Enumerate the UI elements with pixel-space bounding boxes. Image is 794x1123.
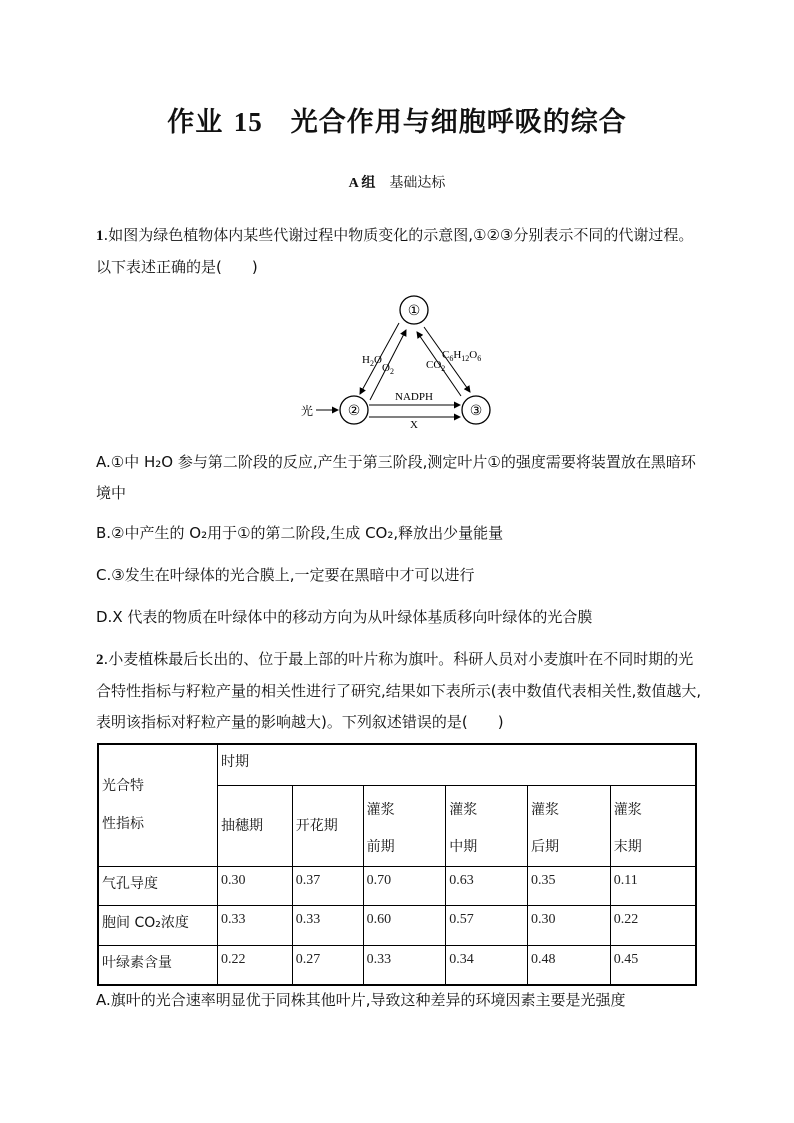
node-2-label: ② bbox=[347, 403, 361, 419]
table-cell: 0.37 bbox=[292, 866, 363, 905]
question-2-text: .小麦植株最后长出的、位于最上部的叶片称为旗叶。科研人员对小麦旗叶在不同时期的光合特性指标与籽粒产量的相关性进行了研究,结果如下表所示(表中数值代表相关性,数值越大,表明该指标对籽粒产量的影响越大)。下列叙述错误的是( ) bbox=[96, 650, 702, 731]
section-name: 基础达标 bbox=[389, 175, 446, 191]
table-cell: 0.48 bbox=[528, 945, 611, 985]
question-1-stem bbox=[96, 220, 706, 283]
row-label: 叶绿素含量 bbox=[98, 945, 218, 985]
label-glucose: $C_6H_{12}O_6$ bbox=[442, 349, 482, 363]
correlation-table bbox=[97, 743, 697, 986]
section-group: A 组 bbox=[348, 176, 376, 191]
row-label: 胞间 CO₂浓度 bbox=[98, 905, 218, 945]
table-cell: 0.34 bbox=[446, 945, 528, 985]
label-nadph: NADPH bbox=[395, 391, 433, 403]
corner-line-1: 光合特 bbox=[102, 778, 144, 795]
stage-header: 灌浆 中期 bbox=[446, 785, 528, 866]
label-co2: $CO_2$ bbox=[426, 359, 446, 373]
page-title bbox=[0, 100, 794, 139]
table-cell: 0.22 bbox=[610, 905, 696, 945]
question-1-option-a: A.①中 H₂O 参与第二阶段的反应,产生于第三阶段,测定叶片①的强度需要将装置放在黑暗环境中 bbox=[96, 453, 696, 502]
section-heading bbox=[0, 172, 794, 192]
question-1-option-b: B.②中产生的 O₂用于①的第二阶段,生成 CO₂,释放出少量能量 bbox=[96, 524, 504, 542]
table-cell: 0.70 bbox=[363, 866, 446, 905]
table-cell: 0.45 bbox=[610, 945, 696, 985]
title-number: 15 bbox=[233, 107, 263, 137]
question-1-option-c: C.③发生在叶绿体的光合膜上,一定要在黑暗中才可以进行 bbox=[96, 566, 475, 584]
table-cell: 0.33 bbox=[363, 945, 446, 985]
table-cell: 0.35 bbox=[528, 866, 611, 905]
node-1-label: ① bbox=[407, 303, 421, 319]
table-corner-header bbox=[98, 744, 218, 866]
table-cell: 0.30 bbox=[528, 905, 611, 945]
metabolism-diagram bbox=[296, 288, 506, 430]
table-cell: 0.63 bbox=[446, 866, 528, 905]
title-topic: 光合作用与细胞呼吸的综合 bbox=[290, 107, 627, 138]
table-cell: 0.22 bbox=[218, 945, 293, 985]
question-1-number: 1 bbox=[96, 228, 104, 244]
table-cell: 0.27 bbox=[292, 945, 363, 985]
label-x: X bbox=[410, 419, 418, 430]
question-1-text: .如图为绿色植物体内某些代谢过程中物质变化的示意图,①②③分别表示不同的代谢过程。以下表述正确的是( ) bbox=[96, 226, 694, 276]
table-row bbox=[98, 945, 696, 985]
question-2-stem bbox=[96, 644, 706, 738]
stage-header: 灌浆 末期 bbox=[610, 785, 696, 866]
node-3-label: ③ bbox=[469, 403, 483, 419]
table-period-header: 时期 bbox=[218, 744, 696, 785]
table-cell: 0.33 bbox=[292, 905, 363, 945]
label-light: 光 bbox=[301, 404, 314, 418]
table-cell: 0.30 bbox=[218, 866, 293, 905]
label-o2: $O_2$ bbox=[382, 362, 394, 376]
table-row bbox=[98, 905, 696, 945]
row-label: 气孔导度 bbox=[98, 866, 218, 905]
question-2-number: 2 bbox=[96, 652, 104, 668]
stage-header: 开花期 bbox=[292, 785, 363, 866]
corner-line-2: 性指标 bbox=[102, 816, 144, 833]
table-cell: 0.33 bbox=[218, 905, 293, 945]
title-prefix: 作业 bbox=[167, 107, 224, 138]
stage-header: 灌浆 后期 bbox=[528, 785, 611, 866]
stage-header: 抽穗期 bbox=[218, 785, 293, 866]
table-cell: 0.60 bbox=[363, 905, 446, 945]
table-cell: 0.11 bbox=[610, 866, 696, 905]
table-row bbox=[98, 866, 696, 905]
stage-header: 灌浆 前期 bbox=[363, 785, 446, 866]
table-cell: 0.57 bbox=[446, 905, 528, 945]
question-2-option-a: A.旗叶的光合速率明显优于同株其他叶片,导致这种差异的环境因素主要是光强度 bbox=[96, 991, 626, 1009]
question-1-option-d: D.X 代表的物质在叶绿体中的移动方向为从叶绿体基质移向叶绿体的光合膜 bbox=[96, 608, 593, 626]
label-h2o: $H_2O$ bbox=[362, 354, 382, 368]
